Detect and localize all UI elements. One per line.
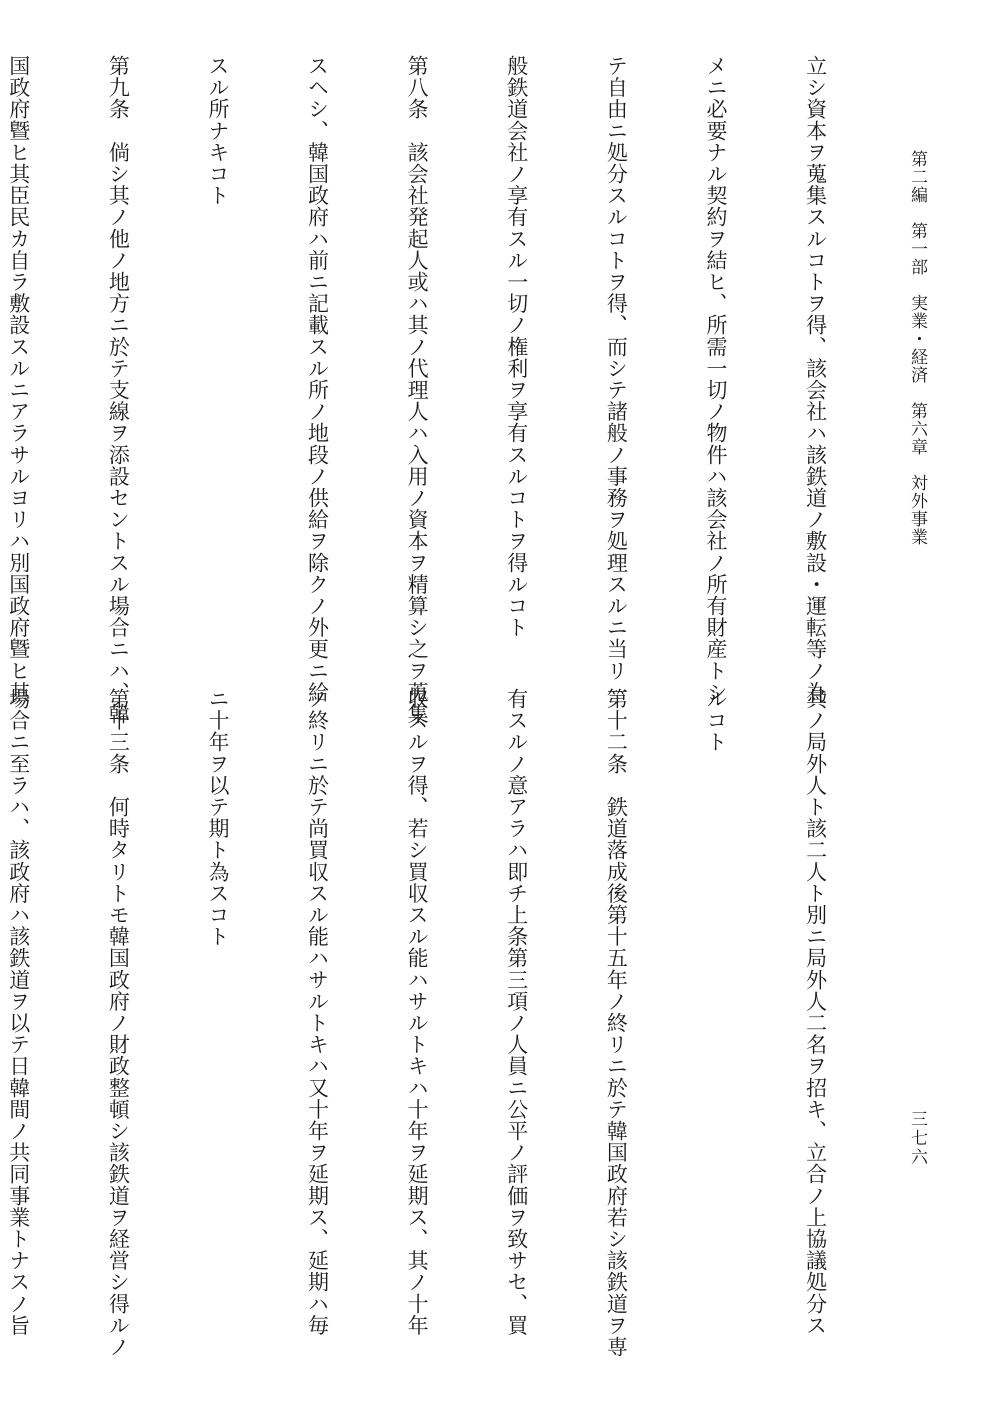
article-12-line: 第十二条 鉄道落成後第十五年ノ終リニ於テ韓国政府若シ該鉄道ヲ専 — [604, 688, 629, 1358]
text-line: テ自由ニ処分スルコトヲ得、而シテ諸般ノ事務ヲ処理スルニ当リ一 — [604, 55, 629, 703]
article-13-line: 第十三条 何時タリトモ韓国政府ノ財政整頓シ該鉄道ヲ経営シ得ルノ — [106, 688, 131, 1358]
article-8-line: 第八条 該会社発起人或ハ其ノ代理人ハ入用ノ資本ヲ精算シ之ヲ蒐集 — [405, 55, 430, 725]
text-line: メニ必要ナル契約ヲ結ヒ、所需一切ノ物件ハ該会社ノ所有財産トシ — [703, 55, 728, 703]
text-line: ルコト — [703, 688, 728, 753]
upper-text-block — [0, 55, 898, 725]
text-line: ニ十年ヲ以テ期ト為スコト — [205, 688, 230, 948]
text-line: スル所ナキコト — [205, 55, 230, 207]
article-9-line: 第九条 倘シ其ノ他ノ地方ニ於テ支線ヲ添設セントスル場合ニハ、韓 — [106, 55, 131, 725]
running-header: 第二編 第一部 実業・経済 第六章 対外事業 — [907, 150, 927, 546]
text-line: 其ノ局外人ト該二人ト別ニ局外人二名ヲ招キ、立合ノ上協議処分ス — [803, 688, 828, 1336]
text-line: 有スルノ意アラハ即チ上条第三項ノ人員ニ公平ノ評価ヲ致サセ、買 — [504, 688, 529, 1336]
text-line: 立シ資本ヲ蒐集スルコトヲ得、該会社ハ該鉄道ノ敷設・運転等ノ為 — [803, 55, 828, 703]
text-line: スヘシ、韓国政府ハ前ニ記載スル所ノ地段ノ供給ヲ除クノ外更ニ給 — [305, 55, 330, 703]
text-line: 収スルヲ得、若シ買収スル能ハサルトキハ十年ヲ延期ス、其ノ十年 — [405, 688, 430, 1336]
text-line: ノ終リニ於テ尚買収スル能ハサルトキハ又十年ヲ延期ス、延期ハ毎 — [305, 688, 330, 1336]
page-number: 三七六 — [907, 1110, 927, 1167]
text-line: 般鉄道会社ノ享有スル一切ノ権利ヲ享有スルコトヲ得ルコト — [504, 55, 529, 639]
text-line: 場合ニ至ラハ、該政府ハ該鉄道ヲ以テ日韓間ノ共同事業トナスノ旨 — [6, 688, 31, 1336]
lower-text-block — [0, 688, 898, 1388]
text-line: 国政府曁ヒ其臣民カ自ラ敷設スルニアラサルヨリハ別国政府曁ヒ其 — [6, 55, 31, 703]
